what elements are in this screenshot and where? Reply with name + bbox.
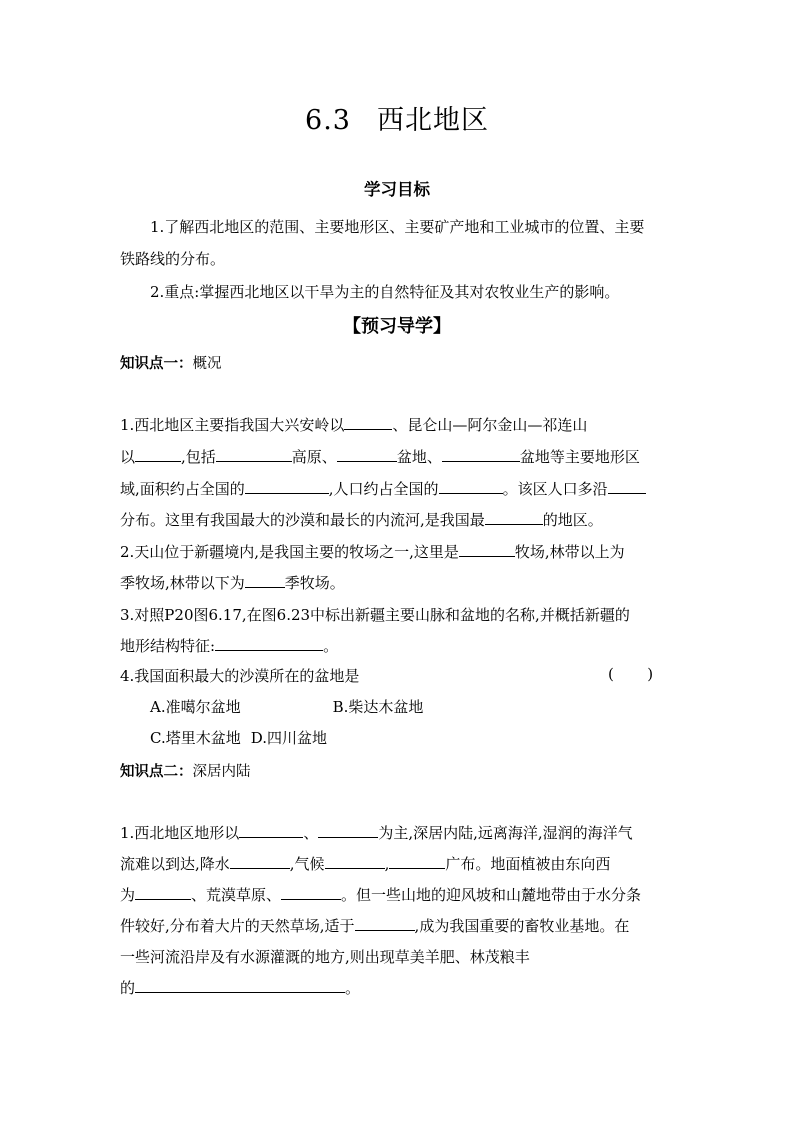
section-1-heading-bold: 知识点一： [120, 355, 193, 372]
answer-parentheses[interactable]: ( ) [608, 665, 654, 683]
s2-q1-line-3 [120, 884, 641, 905]
text: 地形结构特征: [120, 637, 216, 655]
text: 季牧场。 [284, 574, 345, 592]
option-b[interactable]: B.柴达木盆地 [332, 698, 424, 716]
text: 广布。地面植被由东向西 [445, 855, 611, 873]
s2-q1-line-4 [120, 915, 629, 936]
fill-blank[interactable] [216, 446, 292, 462]
fill-blank[interactable] [439, 478, 503, 494]
fill-blank[interactable] [442, 446, 520, 462]
text: ,包括 [181, 448, 216, 466]
s1-q3-line-1: 3.对照P20图6.17,在图6.23中标出新疆主要山脉和盆地的名称,并概括新疆的 [120, 606, 630, 624]
fill-blank[interactable] [485, 509, 543, 525]
objectives-heading: 学习目标 [364, 180, 430, 199]
s1-q1-line-3 [120, 478, 646, 499]
text: ,成为我国重要的畜牧业基地。在 [414, 917, 630, 935]
text: 的 [120, 979, 136, 997]
text: 为主,深居内陆,远离海洋,湿润的海洋气 [378, 824, 633, 842]
fill-blank[interactable] [318, 822, 378, 838]
text: ,人口约占全国的 [328, 480, 439, 498]
title-number: 6.3 [305, 105, 351, 136]
objective-1-line-1: 1.了解西北地区的范围、主要地形区、主要矿产地和工业城市的位置、主要 [150, 218, 645, 236]
text: 牧场,林带以上为 [514, 543, 625, 561]
objective-2: 2.重点:掌握西北地区以干旱为主的自然特征及其对农牧业生产的影响。 [150, 283, 620, 301]
s1-q3-line-2 [120, 635, 338, 656]
fill-blank[interactable] [325, 853, 385, 869]
text: 季牧场,林带以下为 [120, 574, 245, 592]
text: 为 [120, 886, 136, 904]
section-1-heading-rest: 概况 [192, 356, 222, 372]
text: , [384, 855, 390, 873]
fill-blank[interactable] [245, 572, 285, 588]
s2-q1-line-6 [120, 977, 360, 998]
text: 盆地、 [396, 448, 442, 466]
section-1-heading [120, 352, 222, 373]
s1-q1-line-1 [120, 414, 587, 435]
text: 1.西北地区地形以 [120, 824, 240, 842]
fill-blank[interactable] [230, 853, 290, 869]
text: 分布。这里有我国最大的沙漠和最长的内流河,是我国最 [120, 511, 485, 529]
text: ,气候 [289, 855, 325, 873]
text: 的地区。 [542, 511, 603, 529]
fill-blank[interactable] [239, 822, 303, 838]
s1-q1-line-2 [120, 446, 640, 467]
preview-heading: 【预习导学】 [343, 316, 451, 337]
option-c[interactable]: C.塔里木盆地 [150, 729, 241, 747]
text: 。该区人口多沿 [502, 480, 608, 498]
section-2-heading-rest: 深居内陆 [192, 764, 251, 780]
fill-blank[interactable] [459, 541, 515, 557]
s1-q4-options-row-2 [150, 727, 327, 748]
fill-blank[interactable] [135, 977, 345, 993]
text: 件较好,分布着大片的天然草场,适于 [120, 917, 355, 935]
text: 。但一些山地的迎风坡和山麓地带由于水分条 [341, 886, 642, 904]
s2-q1-line-2 [120, 853, 610, 874]
section-2-heading [120, 760, 251, 781]
objective-1-line-2: 铁路线的分布。 [120, 250, 226, 268]
fill-blank[interactable] [245, 478, 329, 494]
text: 高原、 [291, 448, 337, 466]
option-d[interactable]: D.四川盆地 [250, 729, 327, 747]
text: 、荒漠草原、 [191, 886, 282, 904]
fill-blank[interactable] [281, 884, 341, 900]
s2-q1-line-1 [120, 822, 633, 843]
fill-blank[interactable] [135, 446, 181, 462]
s2-q1-line-5: 一些河流沿岸及有水源灌溉的地方,则出现草美羊肥、林茂粮丰 [120, 948, 530, 966]
page-title [0, 98, 794, 137]
fill-blank[interactable] [215, 635, 323, 651]
fill-blank[interactable] [337, 446, 397, 462]
s1-q2-line-2 [120, 572, 345, 593]
fill-blank[interactable] [135, 884, 191, 900]
text: 域,面积约占全国的 [120, 480, 245, 498]
fill-blank[interactable] [355, 915, 415, 931]
text: 2.天山位于新疆境内,是我国主要的牧场之一,这里是 [120, 543, 459, 561]
text: 。 [345, 979, 361, 997]
fill-blank[interactable] [344, 414, 392, 430]
fill-blank[interactable] [389, 853, 445, 869]
text: 1.西北地区主要指我国大兴安岭以 [120, 416, 345, 434]
text: 盆地等主要地形区 [519, 448, 640, 466]
text: 。 [323, 637, 339, 655]
text: 、 [303, 824, 319, 842]
fill-blank[interactable] [608, 478, 646, 494]
s1-q1-line-4 [120, 509, 603, 530]
section-2-heading-bold: 知识点二： [120, 763, 193, 780]
text: 以 [120, 448, 136, 466]
s1-q4-stem: 4.我国面积最大的沙漠所在的盆地是 [120, 667, 360, 685]
text: 、昆仑山—阿尔金山—祁连山 [392, 416, 588, 434]
option-a[interactable]: A.准噶尔盆地 [150, 698, 241, 716]
s1-q4-options-row-1 [150, 696, 423, 717]
title-text: 西北地区 [376, 105, 489, 136]
s1-q2-line-1 [120, 541, 625, 562]
text: 流难以到达,降水 [120, 855, 230, 873]
